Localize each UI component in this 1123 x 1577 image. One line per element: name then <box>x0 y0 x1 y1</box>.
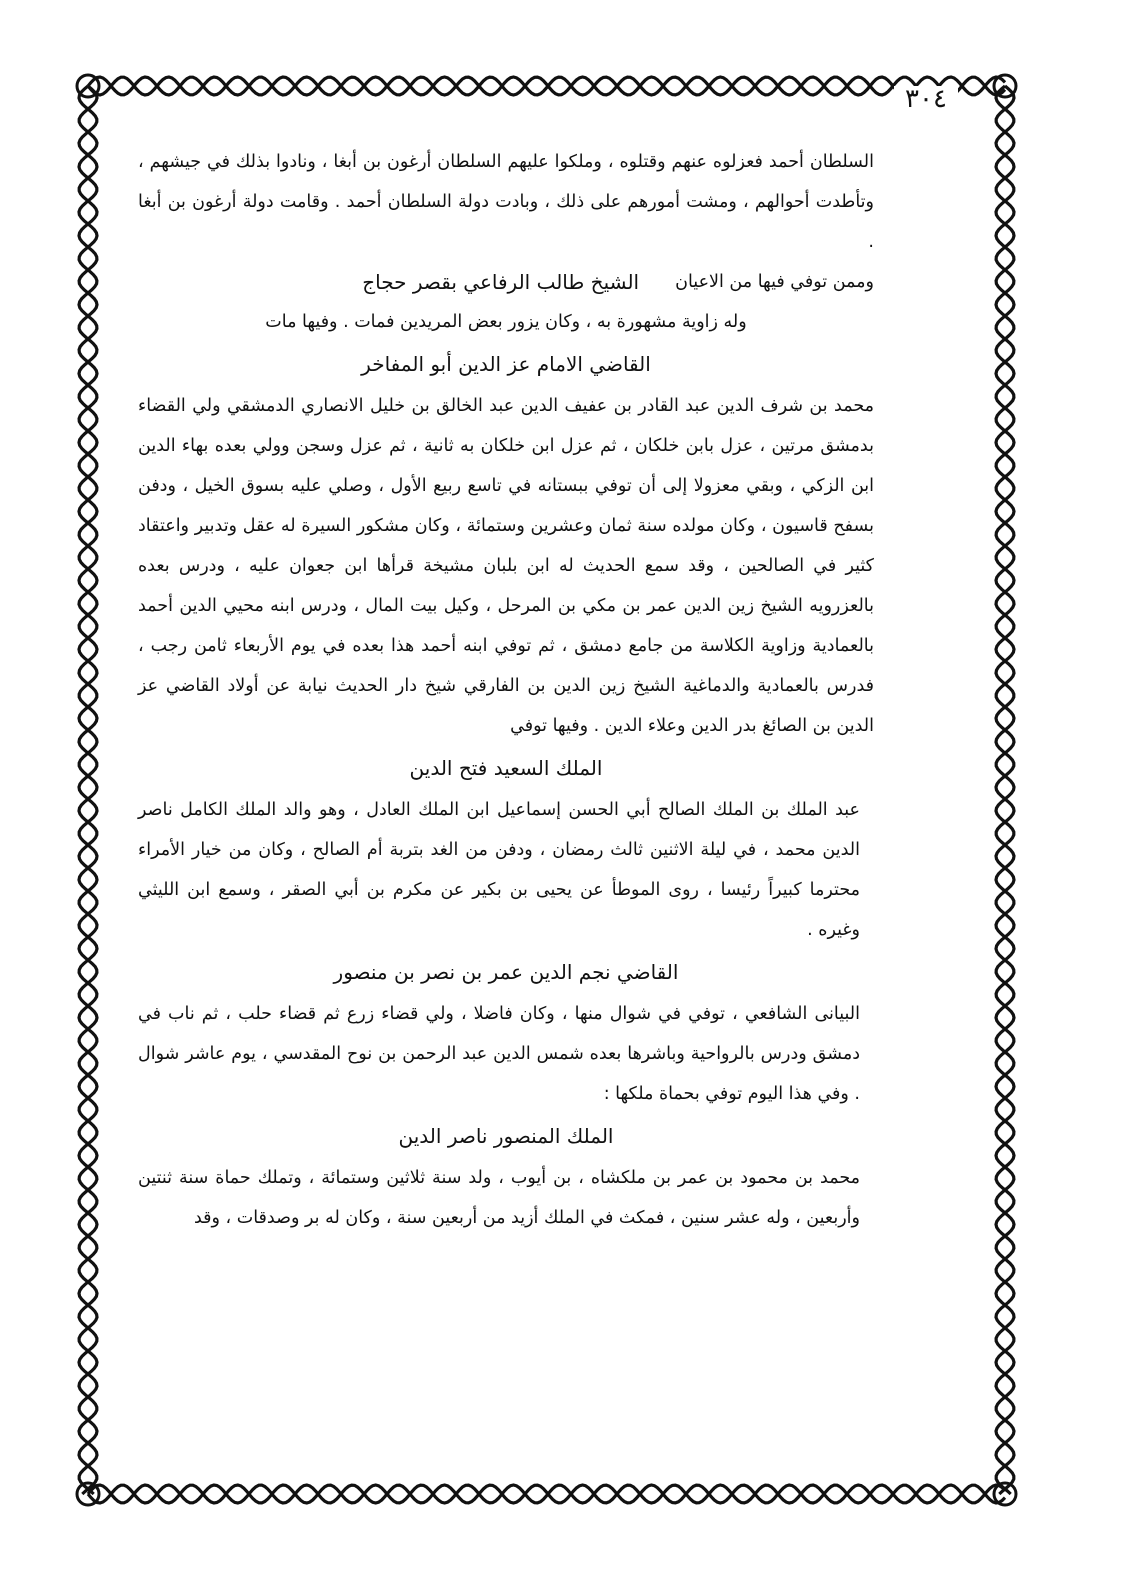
heading-shaykh-talib: الشيخ طالب الرفاعي بقصر حجاج <box>362 270 640 294</box>
paragraph-3: محمد بن شرف الدين عبد القادر بن عفيف الدين عبد الخالق بن خليل الانصاري الدمشقي ولي القضاء بدمشق مرتين ، عزل بابن خلكان ، ثم عزل ابن خلكان به ثانية ، ثم عزل وسجن وولي بعده بهاء الدين ابن الزكي ، وبقي معزولا إلى أن توفي ببستانه في تاسع ربيع الأول ، وصلي عليه بسوق الخيل ، ودفن بسفح قاسيون ، وكان مولده سنة ثمان وعشرين وستمائة ، وكان مشكور السيرة له عقل وتدبير واعتقاد كثير في الصالحين ، وقد سمع الحديث له ابن بلبان مشيخة قرأها ابن جعوان عليه ، ودرس بعده بالعزرويه الشيخ زين الدين عمر بن مكي بن المرحل ، وكيل بيت المال ، ودرس ابنه محيي الدين أحمد بالعمادية وزاوية الكلاسة من جامع دمشق ، ثم توفي ابنه أحمد هذا بعده في يوم الأربعاء ثامن رجب ، فدرس بالعمادية والدماغية الشيخ زين الدين بن الفارقي شيخ دار الحديث نيابة عن أولاد القاضي عز الدين بن الصائغ بدر الدين وعلاء الدين . وفيها توفي <box>138 396 874 736</box>
obituary-intro-line <box>138 262 874 302</box>
heading-najm-al-din: القاضي نجم الدين عمر بن نصر بن منصور <box>333 960 679 984</box>
paragraph-5: البيانى الشافعي ، توفي في شوال منها ، وكان فاضلا ، ولي قضاء زرع ثم قضاء حلب ، ثم ناب في دمشق ودرس بالرواحية وباشرها بعده شمس الدين عبد الرحمن بن نوح المقدسي ، يوم عاشر شوال . وفي هذا اليوم توفي بحماة ملكها : <box>138 1004 860 1104</box>
page-number: ٣٠٤ <box>894 86 958 112</box>
died-intro: وممن توفي فيها من الاعيان <box>675 272 874 292</box>
border-right <box>996 86 1014 1494</box>
paragraph-1: السلطان أحمد فعزلوه عنهم وقتلوه ، وملكوا عليهم السلطان أرغون بن أبغا ، ونادوا بذلك في جيشهم ، وتأطدت أحوالهم ، ومشت أمورهم على ذلك ، وبادت دولة السلطان أحمد . وقامت دولة أرغون بن أبغا . <box>138 152 874 252</box>
paragraph-6: محمد بن محمود بن عمر بن ملكشاه ، بن أيوب ، ولد سنة ثلاثين وستمائة ، وتملك حماة سنة ثنتين وأربعين ، وله عشر سنين ، فمكث في الملك أزيد من أربعين سنة ، وكان له بر وصدقات ، وقد <box>138 1168 860 1228</box>
text-block <box>138 142 874 1454</box>
paragraph-4: عبد الملك بن الملك الصالح أبي الحسن إسماعيل ابن الملك العادل ، وهو والد الملك الكامل ناصر الدين محمد ، في ليلة الاثنين ثالث رمضان ، ودفن من الغد بتربة أم الصالح ، وكان من خيار الأمراء محترما كبيراً رئيسا ، روى الموطأ عن يحيى بن بكير عن مكرم بن أبي الصقر ، وسمع ابن الليثي وغيره . <box>138 800 860 940</box>
heading-izz-al-din: القاضي الامام عز الدين أبو المفاخر <box>361 352 651 376</box>
border-corner-knot <box>994 1483 1016 1505</box>
heading-malik-said: الملك السعيد فتح الدين <box>409 756 603 780</box>
border-top <box>88 77 1005 95</box>
border-bottom <box>88 1485 1005 1503</box>
paragraph-2: وله زاوية مشهورة به ، وكان يزور بعض المريدين فمات . وفيها مات <box>265 312 747 332</box>
heading-malik-mansur: الملك المنصور ناصر الدين <box>398 1124 614 1148</box>
border-left <box>79 86 97 1494</box>
